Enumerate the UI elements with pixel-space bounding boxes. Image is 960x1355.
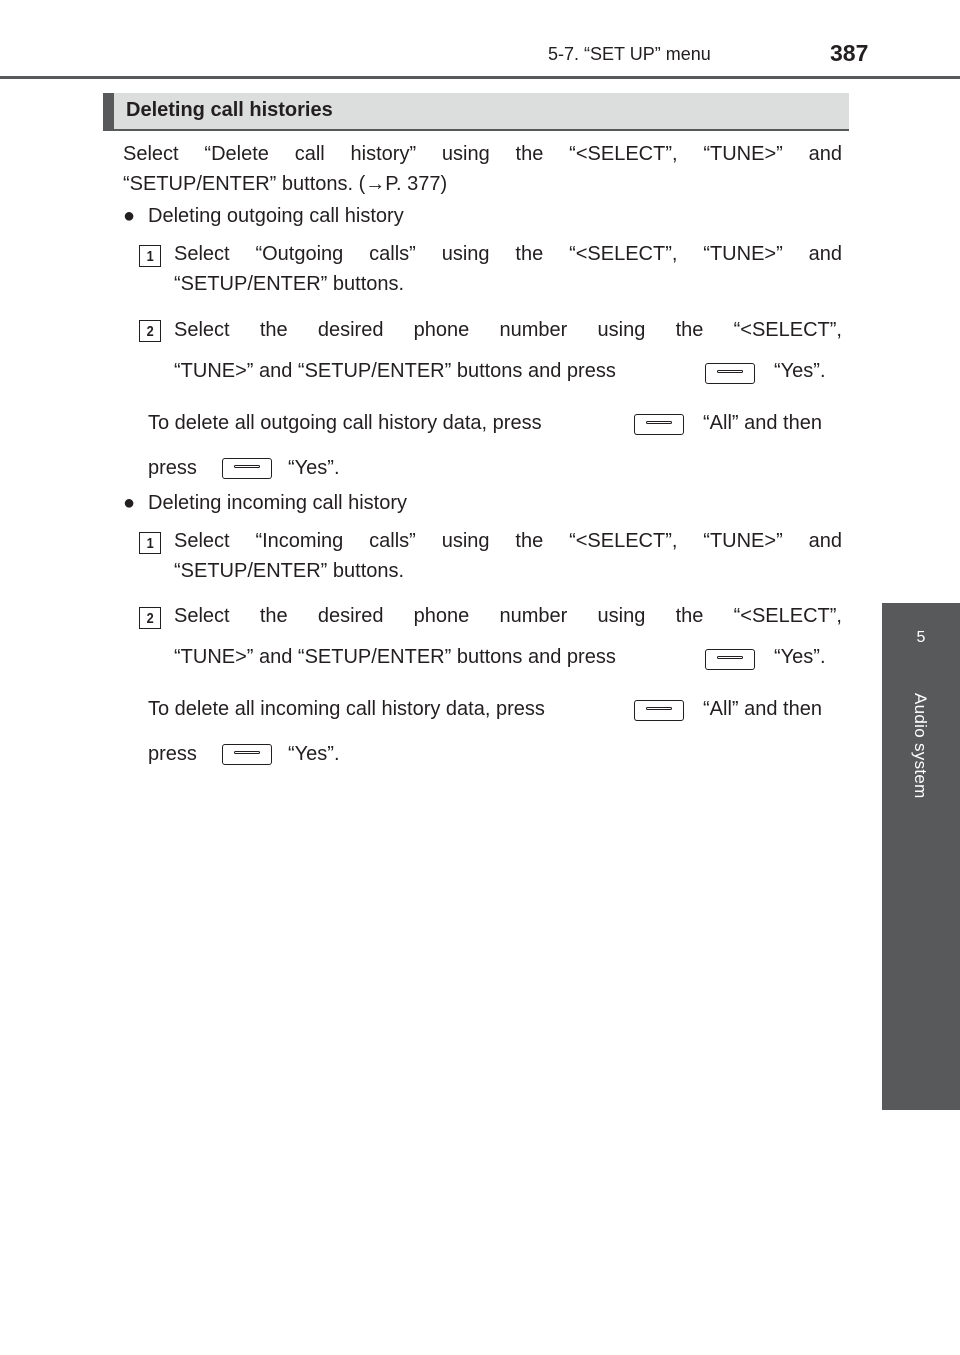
outgoing-heading: Deleting outgoing call history [148,205,404,227]
incoming-step-1-number: 1 [139,532,161,554]
incoming-step-2-number: 2 [139,607,161,629]
incoming-note-key-icon-2 [222,744,272,765]
incoming-step-2-key-icon [705,649,755,670]
outgoing-step-1-line-2: “SETUP/ENTER” buttons. [174,273,405,295]
outgoing-note-yes: “Yes”. [288,457,340,479]
outgoing-step-1-line-1: Select “Outgoing calls” using the “<SELECT”, “TUNE>” and [174,243,842,265]
header-divider [0,76,960,79]
incoming-step-2-yes: “Yes”. [774,646,826,668]
intro-line-1: Select “Delete call history” using the “<SELECT”, “TUNE>” and [123,143,842,165]
outgoing-note-press: press [148,457,197,479]
chapter-number-tab [882,603,960,685]
section-title: Deleting call histories [126,99,333,121]
chapter-title: Audio system [911,693,930,799]
incoming-note-line-1: To delete all incoming call history data, press [148,698,545,720]
bullet-incoming: ● [123,492,136,514]
section-heading-underline [103,129,849,131]
outgoing-step-2-line-1: Select the desired phone number using the “<SELECT”, [174,319,842,341]
outgoing-step-2-yes: “Yes”. [774,360,826,382]
section-heading-accent [103,93,114,131]
incoming-step-2-line-1: Select the desired phone number using the “<SELECT”, [174,605,842,627]
outgoing-step-2-number: 2 [139,320,161,342]
intro-line-2: “SETUP/ENTER” buttons. (→P. 377) [123,173,448,195]
outgoing-note-key-icon [634,414,684,435]
incoming-note-press: press [148,743,197,765]
outgoing-note-key-icon-2 [222,458,272,479]
chapter-number: 5 [916,629,926,646]
chapter-title-tab [882,685,960,1110]
header-section-title: 5-7. “SET UP” menu [548,44,711,64]
incoming-step-2-line-2: “TUNE>” and “SETUP/ENTER” buttons and press [174,646,616,668]
outgoing-note-all: “All” and then [703,412,822,434]
section-heading-bar [103,93,849,131]
bullet-outgoing: ● [123,205,136,227]
outgoing-note-line-1: To delete all outgoing call history data, press [148,412,542,434]
incoming-note-yes: “Yes”. [288,743,340,765]
incoming-step-1-line-1: Select “Incoming calls” using the “<SELECT”, “TUNE>” and [174,530,842,552]
incoming-heading: Deleting incoming call history [148,492,408,514]
incoming-step-1-line-2: “SETUP/ENTER” buttons. [174,560,405,582]
page-number: 387 [830,40,869,66]
outgoing-step-2-line-2: “TUNE>” and “SETUP/ENTER” buttons and press [174,360,616,382]
outgoing-step-2-key-icon [705,363,755,384]
outgoing-step-1-number: 1 [139,245,161,267]
incoming-note-all: “All” and then [703,698,822,720]
incoming-note-key-icon [634,700,684,721]
